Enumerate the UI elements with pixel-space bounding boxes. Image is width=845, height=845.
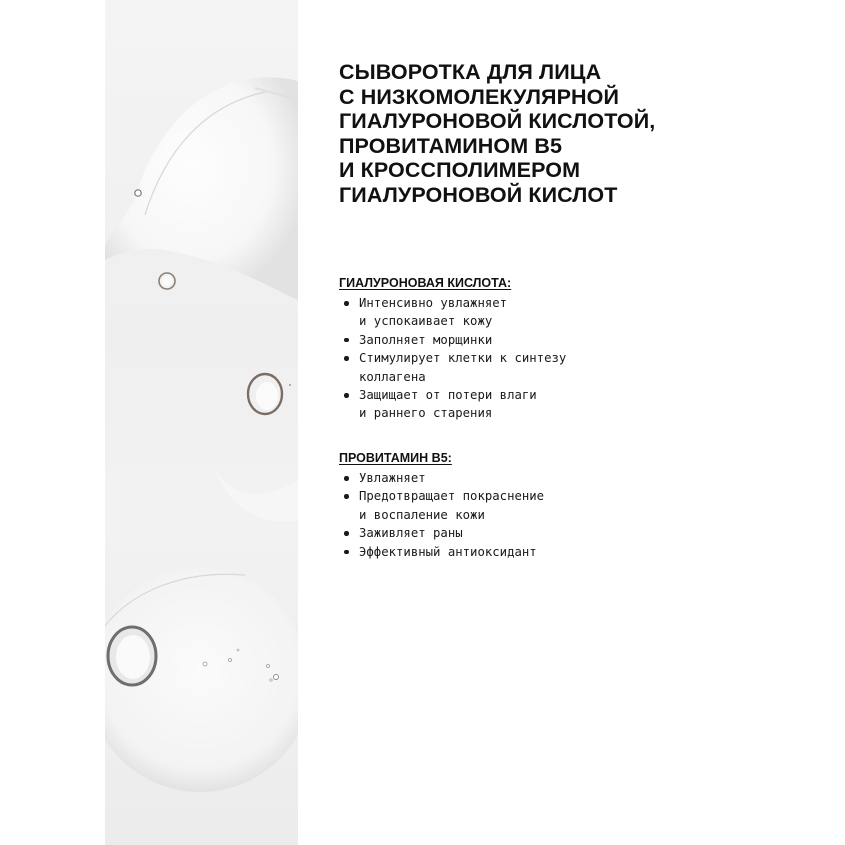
- section-heading: ГИАЛУРОНОВАЯ КИСЛОТА:: [339, 276, 512, 290]
- serum-bubbles-illustration: [105, 0, 298, 845]
- product-title-line: И КРОССПОЛИМЕРОМ: [339, 158, 581, 183]
- product-title-line: ГИАЛУРОНОВОЙ КИСЛОТОЙ,: [339, 109, 656, 134]
- benefit-text: и воспаление кожи: [359, 507, 485, 522]
- benefit-item: [339, 331, 779, 349]
- serum-texture-photo: [105, 0, 298, 845]
- benefit-item: [339, 294, 779, 331]
- benefits-list: [339, 294, 779, 423]
- benefit-item: [339, 349, 779, 386]
- benefit-text: Эффективный антиоксидант: [359, 544, 537, 559]
- product-title-line: СЫВОРОТКА ДЛЯ ЛИЦА: [339, 60, 602, 84]
- benefit-text: Защищает от потери влаги: [359, 388, 537, 403]
- product-title-line: С НИЗКОМОЛЕКУЛЯРНОЙ: [339, 84, 620, 109]
- benefit-text: Интенсивно увлажняет: [359, 296, 508, 310]
- product-title-line: ГИАЛУРОНОВОЙ КИСЛОТ: [339, 182, 618, 207]
- benefit-text: Увлажняет: [359, 471, 426, 485]
- benefit-text: и успокаивает кожу: [359, 314, 493, 329]
- benefit-text: Стимулирует клетки к синтезу: [359, 351, 567, 366]
- section-hyaluronic-acid: [339, 275, 779, 423]
- section-provitamin-b5: [339, 450, 779, 561]
- benefit-text: Заполняет морщинки: [359, 332, 493, 347]
- benefit-item: [339, 469, 779, 487]
- benefit-text: коллагена: [359, 369, 426, 384]
- benefit-text: и раннего старения: [359, 406, 493, 421]
- section-heading: ПРОВИТАМИН В5:: [339, 451, 452, 465]
- benefit-item: [339, 487, 779, 524]
- product-title-line: ПРОВИТАМИНОМ В5: [339, 133, 562, 158]
- benefit-text: Предотвращает покраснение: [359, 489, 545, 504]
- product-title: [339, 60, 819, 208]
- benefits-list: [339, 469, 779, 561]
- benefit-item: [339, 543, 779, 561]
- benefit-item: [339, 386, 779, 423]
- benefit-item: [339, 524, 779, 542]
- benefit-text: Заживляет раны: [359, 526, 463, 541]
